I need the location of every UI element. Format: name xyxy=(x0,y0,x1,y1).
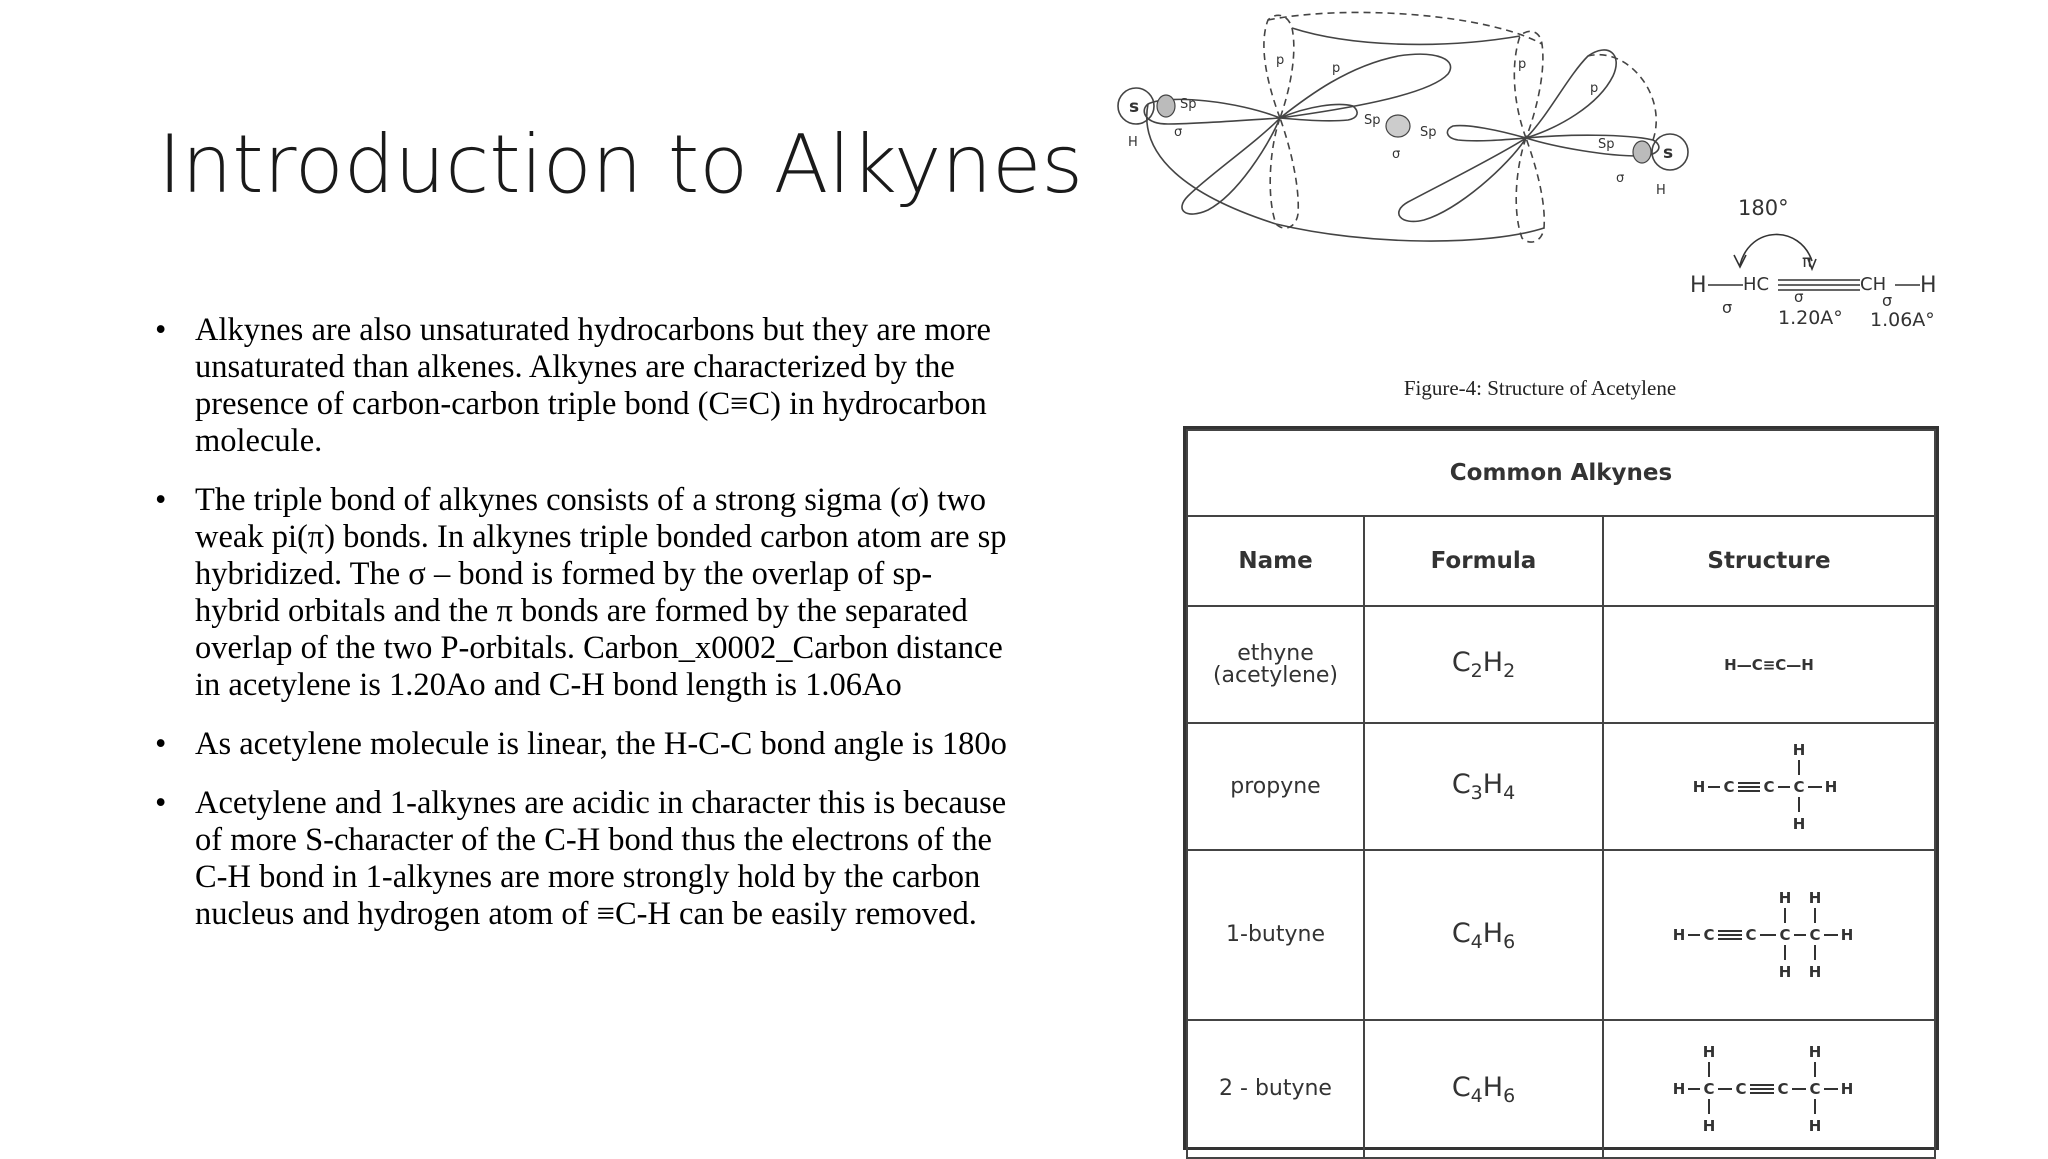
atom-label: H xyxy=(1840,1080,1854,1098)
sigma-label: σ xyxy=(1882,291,1893,310)
atom-label: H xyxy=(1692,777,1706,796)
bullet-item xyxy=(155,482,1015,704)
table-row xyxy=(1187,1020,1935,1158)
sp-label: Sp xyxy=(1420,125,1437,140)
bullet-text: The triple bond of alkynes consists of a strong sigma (σ) two weak pi(π) bonds. In alkynes triple bonded carbon atom are sp hybridized. The σ – bond is formed by the overlap of sp- hybrid orbitals and the π bonds are formed by the separated overlap of the two P-orbitals. Carbon_x0002_Carbon distance in acetylene is 1.20Ao and C-H bond length is 1.06Ao xyxy=(195,482,1007,703)
formula-sub: 2 xyxy=(1503,660,1516,682)
atom-label: H xyxy=(1792,814,1806,833)
atom-label: H xyxy=(1808,889,1822,907)
atom-label: H xyxy=(1702,1043,1716,1061)
atom-label: C xyxy=(1703,1080,1715,1098)
name-cell xyxy=(1187,606,1364,723)
atom-label: C xyxy=(1779,926,1791,944)
p-label: p xyxy=(1276,53,1285,68)
common-alkynes-table xyxy=(1183,426,1939,1150)
atom-label: C xyxy=(1777,1080,1789,1098)
atom-label: H xyxy=(1824,777,1838,796)
h-label: H xyxy=(1656,183,1666,198)
atom-label: C xyxy=(1703,926,1715,944)
butyne-2-structure xyxy=(1669,1039,1869,1139)
atom-label: H xyxy=(1778,963,1792,981)
name-cell: 1-butyne xyxy=(1187,850,1364,1020)
formula-h: H xyxy=(1482,647,1504,678)
sp-label: Sp xyxy=(1598,137,1615,152)
structure-cell xyxy=(1603,723,1935,850)
atom-label: C xyxy=(1763,777,1775,796)
s-label: s xyxy=(1663,143,1674,163)
formula-c: C xyxy=(1451,769,1471,800)
atom-label: C xyxy=(1735,1080,1747,1098)
pi-label: π xyxy=(1802,252,1813,272)
structure-cell xyxy=(1603,850,1935,1020)
bullet-text: Alkynes are also unsaturated hydrocarbons but they are more unsaturated than alkenes. Alkynes are characterized by the presence of carbon-carbon triple bond (C≡C) in hydrocarbon molecule. xyxy=(195,312,991,459)
sigma-label: σ xyxy=(1616,171,1625,186)
atom-label: C xyxy=(1723,777,1735,796)
formula-sub: 6 xyxy=(1503,1084,1516,1107)
table-row xyxy=(1187,606,1935,723)
formula-h: H xyxy=(1482,769,1504,800)
formula-c: C xyxy=(1451,647,1471,678)
formula-h: H xyxy=(1482,917,1504,949)
bullet-item xyxy=(155,785,1015,933)
atom-label: H xyxy=(1840,926,1854,944)
acetylene-structure-diagram xyxy=(1690,185,1950,345)
p-label: p xyxy=(1332,61,1341,76)
table-title: Common Alkynes xyxy=(1187,430,1935,516)
atom-label: C xyxy=(1809,926,1821,944)
column-header-formula: Formula xyxy=(1364,516,1603,606)
formula-sub: 6 xyxy=(1503,930,1516,953)
p-label: p xyxy=(1590,81,1599,96)
formula-sub: 4 xyxy=(1503,782,1516,804)
atom-label: H xyxy=(1792,740,1806,759)
h-right-label: H xyxy=(1920,273,1937,298)
formula-c: C xyxy=(1451,1071,1471,1103)
atom-label: H xyxy=(1672,926,1686,944)
formula-cell xyxy=(1364,850,1603,1020)
name-cell: propyne xyxy=(1187,723,1364,850)
formula-cell xyxy=(1364,723,1603,850)
atom-label: H xyxy=(1808,1117,1822,1135)
bullet-list xyxy=(155,312,1015,955)
atom-label: H xyxy=(1702,1117,1716,1135)
formula-sub: 2 xyxy=(1470,660,1483,682)
angle-label: 180° xyxy=(1738,196,1789,220)
formula-sub: 4 xyxy=(1470,1084,1483,1107)
formula-sub: 4 xyxy=(1470,930,1483,953)
atom-label: C xyxy=(1793,777,1805,796)
atom-label: H xyxy=(1672,1080,1686,1098)
bullet-dot: • xyxy=(155,785,167,821)
propyne-structure xyxy=(1689,737,1849,837)
name-cell: 2 - butyne xyxy=(1187,1020,1364,1158)
table-row xyxy=(1187,723,1935,850)
atom-label: H xyxy=(1808,1043,1822,1061)
formula-sub: 3 xyxy=(1470,782,1483,804)
bullet-text: As acetylene molecule is linear, the H-C-C bond angle is 180o xyxy=(195,726,1007,762)
bullet-item xyxy=(155,312,1015,460)
atom-label: C xyxy=(1809,1080,1821,1098)
compound-name: ethyne xyxy=(1237,640,1314,666)
p-label: p xyxy=(1518,57,1527,72)
bullet-dot: • xyxy=(155,726,167,762)
formula-h: H xyxy=(1482,1071,1504,1103)
butyne-1-structure xyxy=(1669,885,1869,985)
bullet-item xyxy=(155,726,1015,763)
column-header-name: Name xyxy=(1187,516,1364,606)
orbital-overlap-diagram xyxy=(1108,6,1698,246)
bullet-dot: • xyxy=(155,482,167,518)
table-row xyxy=(1187,850,1935,1020)
sigma-label: σ xyxy=(1174,125,1183,140)
atom-label: C xyxy=(1745,926,1757,944)
sigma-label: σ xyxy=(1722,298,1733,317)
ch-label: CH xyxy=(1860,274,1887,295)
atom-label: H xyxy=(1808,963,1822,981)
sigma-label: σ xyxy=(1794,288,1804,306)
structure-cell: H—C≡C—H xyxy=(1603,606,1935,723)
figure-caption: Figure-4: Structure of Acetylene xyxy=(1403,376,1677,400)
h-left-label: H xyxy=(1690,273,1707,298)
compound-name-alt: (acetylene) xyxy=(1212,662,1339,688)
column-header-structure: Structure xyxy=(1603,516,1935,606)
formula-cell xyxy=(1364,1020,1603,1158)
sigma-label: σ xyxy=(1392,147,1401,162)
formula-cell xyxy=(1364,606,1603,723)
sp-label: Sp xyxy=(1364,113,1381,128)
formula-c: C xyxy=(1451,917,1471,949)
bullet-text: Acetylene and 1-alkynes are acidic in character this is because of more S-character of the C-H bond thus the electrons of the C-H bond in 1-alkynes are more strongly hold by the carbon nucleus and hydrogen atom of ≡C-H can be easily removed. xyxy=(195,785,1007,932)
bullet-dot: • xyxy=(155,312,167,348)
sp-label: Sp xyxy=(1180,97,1197,112)
s-label: s xyxy=(1129,97,1140,117)
cc-length-label: 1.20A° xyxy=(1778,307,1843,329)
slide-title: Introduction to Alkynes xyxy=(158,118,1083,211)
ch-length-label: 1.06A° xyxy=(1870,309,1935,331)
structure-cell xyxy=(1603,1020,1935,1158)
h-label: H xyxy=(1128,135,1138,150)
hc-label: HC xyxy=(1743,274,1770,295)
atom-label: H xyxy=(1778,889,1792,907)
